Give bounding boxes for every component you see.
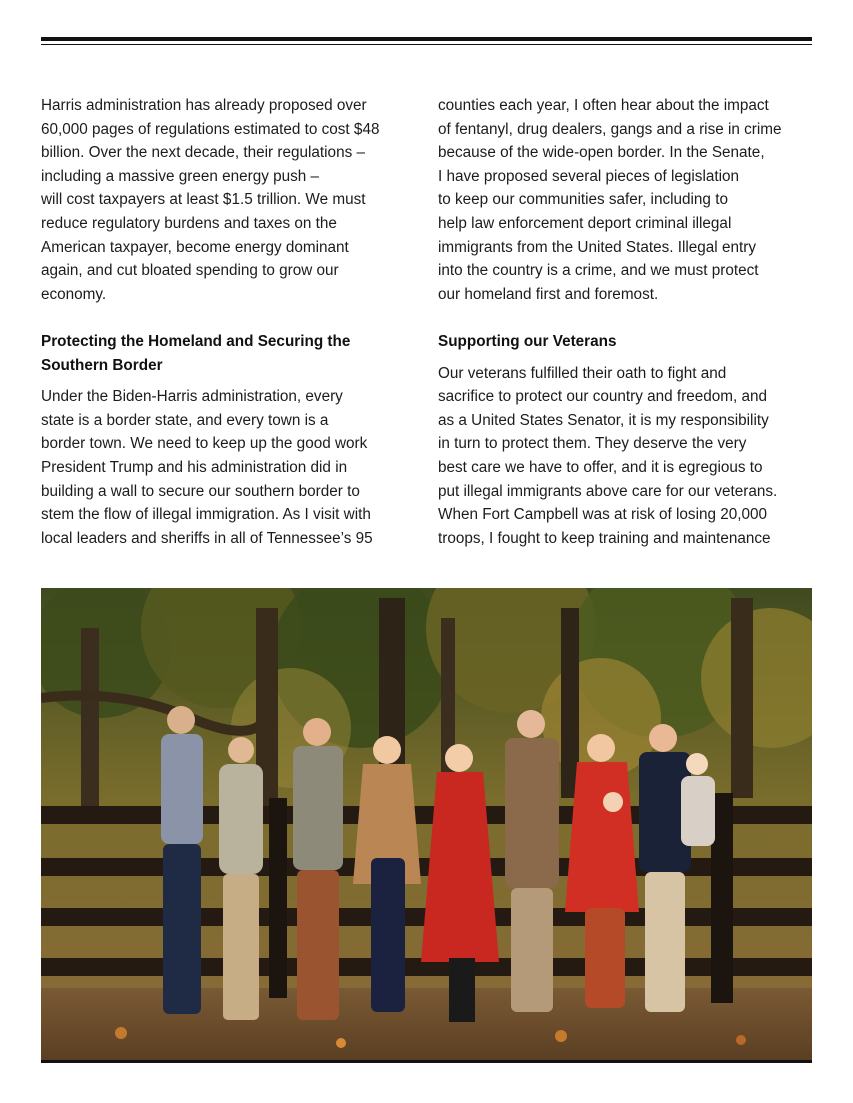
- text-line: stem the flow of illegal immigration. As I visit with: [41, 506, 371, 524]
- left-column: [41, 94, 421, 550]
- family-photo-icon: [41, 588, 812, 1060]
- text-line: economy.: [41, 285, 107, 303]
- text-line: including a massive green energy push –: [41, 167, 320, 185]
- text-line: billion. Over the next decade, their regulations –: [41, 144, 365, 162]
- text-line: local leaders and sheriffs in all of Tennessee’s 95: [41, 529, 373, 547]
- text-line: into the country is a crime, and we must protect: [438, 262, 759, 280]
- text-line: Under the Biden-Harris administration, every: [41, 388, 343, 406]
- text-line: because of the wide-open border. In the Senate,: [438, 144, 765, 162]
- text-line: reduce regulatory burdens and taxes on the: [41, 214, 337, 232]
- left-paragraph-1: [41, 94, 421, 306]
- text-line: again, and cut bloated spending to grow our: [41, 262, 339, 280]
- left-paragraph-2: [41, 385, 421, 550]
- right-paragraph-1: [438, 94, 818, 306]
- text-line: our homeland first and foremost.: [438, 285, 659, 303]
- header-rule-thick: [41, 37, 812, 41]
- text-line: Our veterans fulfilled their oath to fight and: [438, 364, 727, 382]
- text-line: building a wall to secure our southern border to: [41, 482, 360, 500]
- family-photo: [41, 588, 812, 1060]
- heading-line: Supporting our Veterans: [438, 332, 617, 350]
- heading-line: Southern Border: [41, 356, 163, 374]
- text-line: Harris administration has already proposed over: [41, 97, 367, 114]
- right-column: [438, 94, 818, 550]
- photo-bottom-rule: [41, 1060, 812, 1063]
- text-line: 60,000 pages of regulations estimated to cost $48: [41, 120, 380, 138]
- text-line: sacrifice to protect our country and freedom, and: [438, 388, 768, 406]
- text-line: of fentanyl, drug dealers, gangs and a rise in crime: [438, 120, 782, 138]
- section-heading-homeland: [41, 330, 421, 377]
- text-line: border town. We need to keep up the good work: [41, 435, 368, 453]
- text-line: put illegal immigrants above care for our veterans.: [438, 482, 778, 500]
- text-line: will cost taxpayers at least $1.5 trillion. We must: [41, 191, 366, 209]
- text-line: as a United States Senator, it is my responsibility: [438, 411, 769, 429]
- text-line: counties each year, I often hear about the impact: [438, 97, 769, 114]
- text-line: best care we have to offer, and it is egregious to: [438, 458, 763, 476]
- text-line: state is a border state, and every town is a: [41, 411, 329, 429]
- heading-line: Protecting the Homeland and Securing the: [41, 332, 351, 350]
- text-line: help law enforcement deport criminal illegal: [438, 214, 732, 232]
- header-rule-thin: [41, 44, 812, 45]
- right-paragraph-2: [438, 362, 818, 551]
- text-line: to keep our communities safer, including to: [438, 191, 728, 209]
- section-heading-veterans: [438, 330, 818, 354]
- text-line: When Fort Campbell was at risk of losing 20,000: [438, 506, 768, 524]
- text-line: President Trump and his administration did in: [41, 458, 348, 476]
- text-line: American taxpayer, become energy dominant: [41, 238, 349, 256]
- text-line: I have proposed several pieces of legislation: [438, 167, 740, 185]
- text-line: in turn to protect them. They deserve the very: [438, 435, 747, 453]
- text-line: immigrants from the United States. Illegal entry: [438, 238, 756, 256]
- text-line: troops, I fought to keep training and maintenance: [438, 529, 771, 547]
